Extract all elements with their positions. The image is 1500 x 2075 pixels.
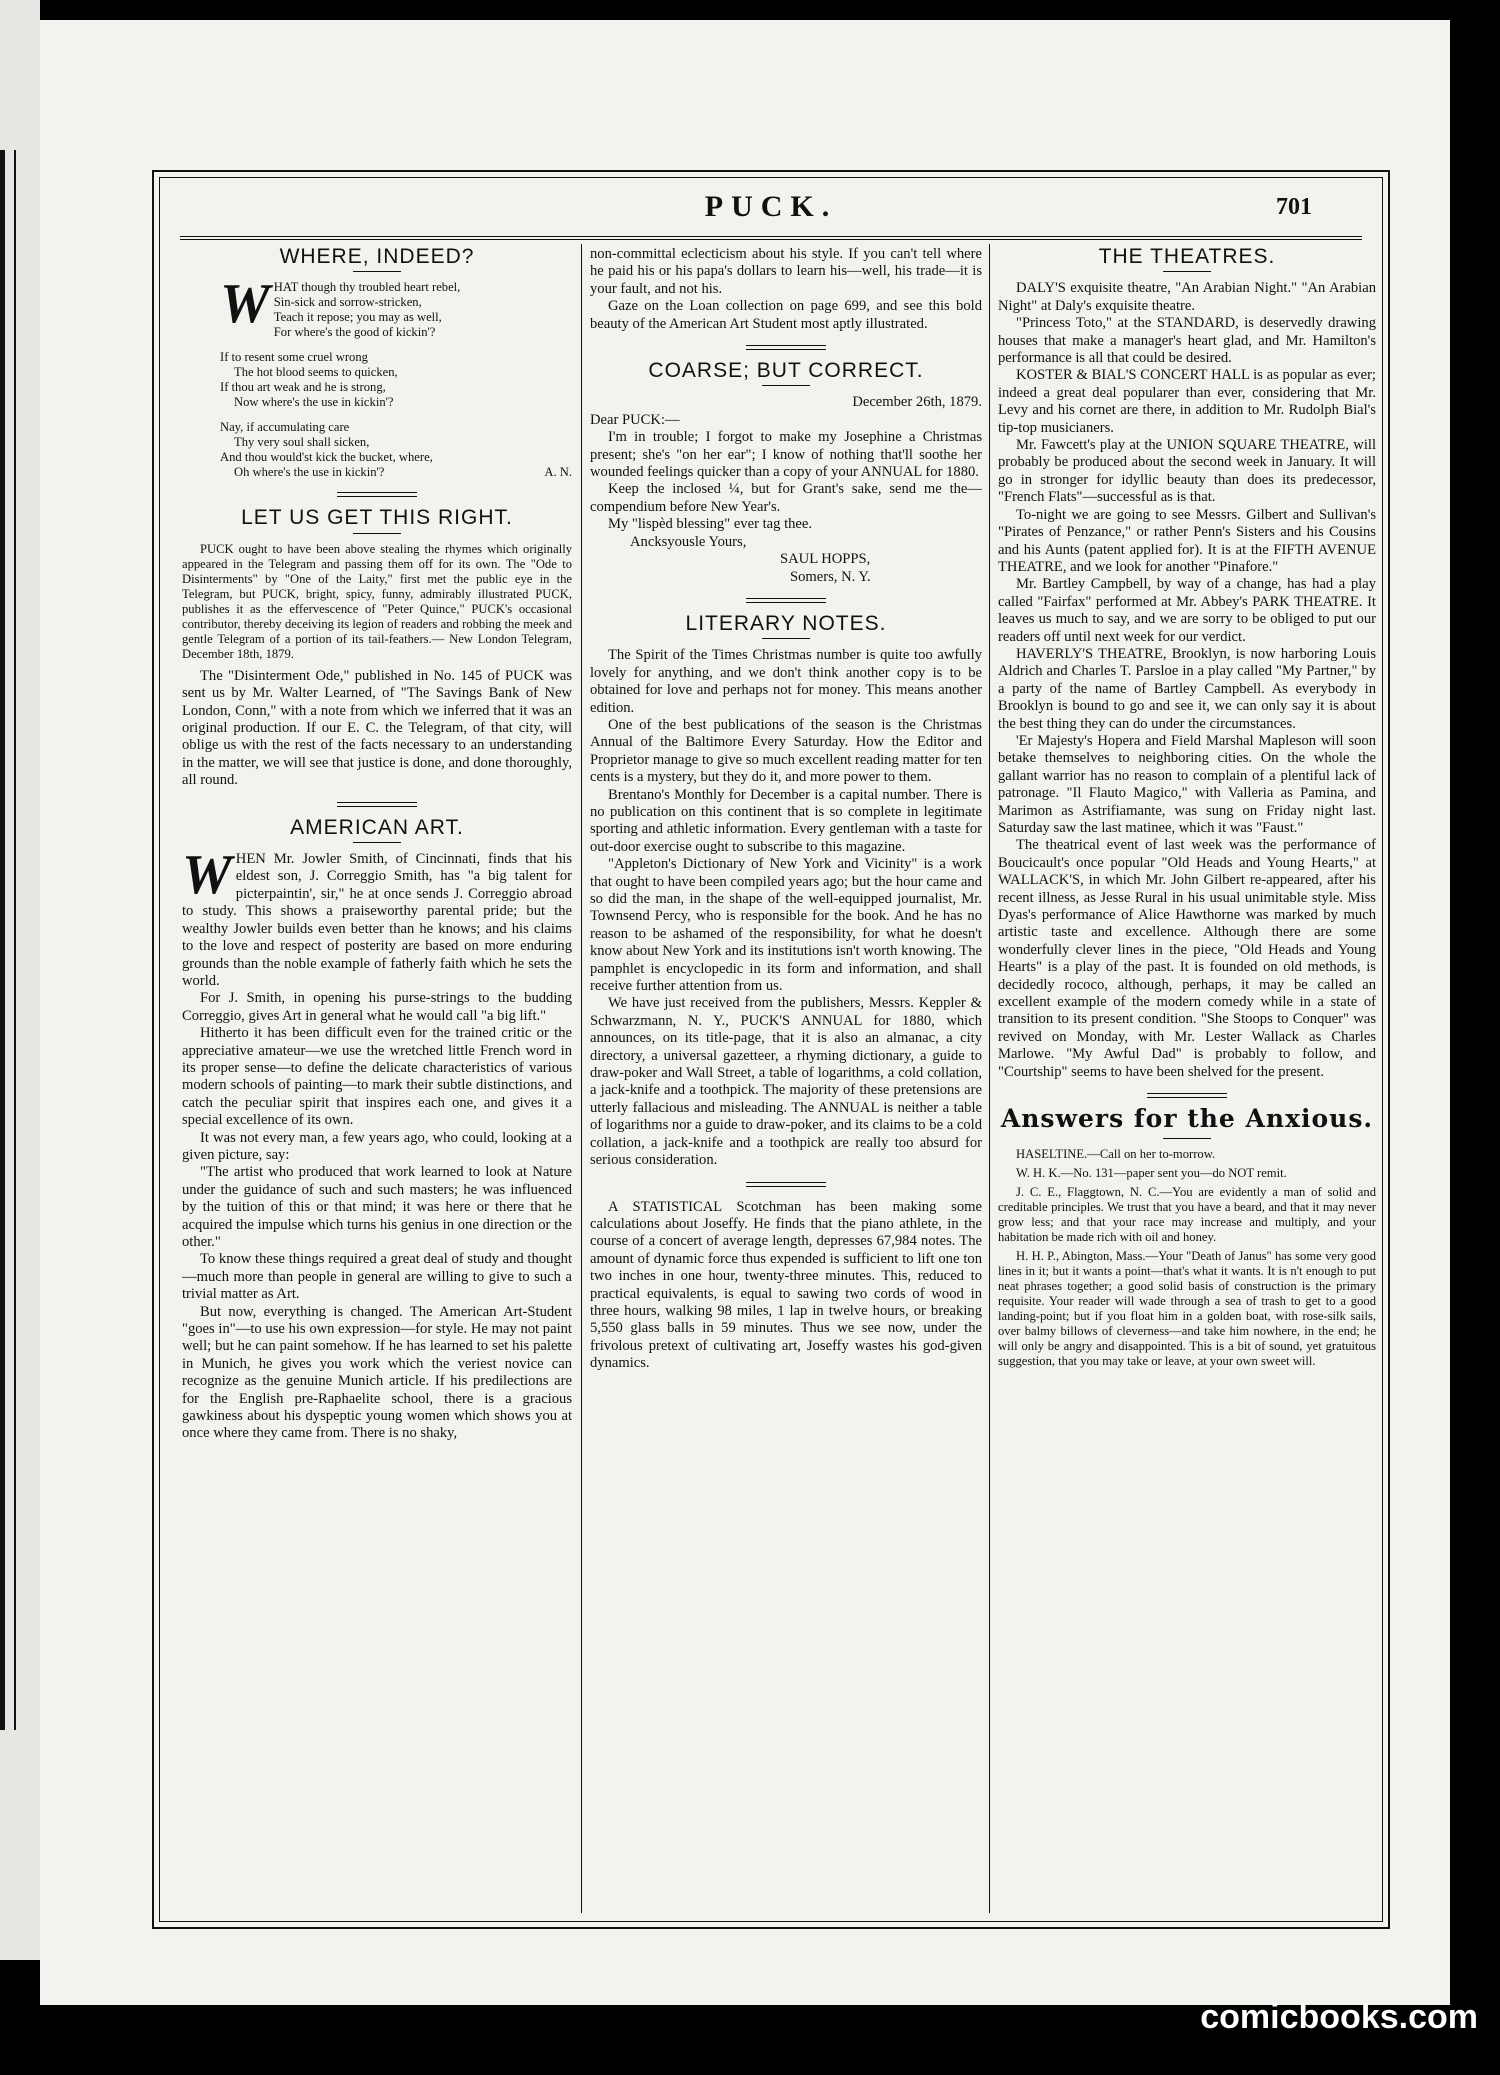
theatres-title: THE THEATRES. [1098,246,1276,268]
poem-line: Sin-sick and sorrow-stricken, [273,295,422,310]
american-art-p6: To know these things required a great deal of study and thought—much more than people in general are willing to give to such a trivial matter as Art. [182,1251,572,1303]
dropcap-w: W [220,273,270,336]
literary-p3: Brentano's Monthly for December is a capital number. There is no publication on this continent that is so complete in legitimate sporting and athletic information. Every gentleman with a taste for out-door exercise ought to subscribe to this magazine. [590,786,982,855]
american-art-p4: It was not every man, a few years ago, who could, looking at a given picture, say: [182,1129,572,1163]
section-rule [746,598,826,603]
title-rule [353,842,401,843]
american-art-p5: "The artist who produced that work learned to look at Nature under the guidance of such and such masters; he was influenced by the tuition of this or that mind; it was here or there that he acquired the impulse which turns his genius in one direction or the other." [182,1164,572,1250]
coarse-title: COARSE; BUT CORRECT. [648,359,924,383]
theatres-p7: HAVERLY'S THEATRE, Brooklyn, is now harboring Louis Aldrich and Charles T. Parsloe in a play called "My Partner," by a party of the name of Bartley Campbell. As everybody in Brooklyn is bound to go and see it, we can only say it is about the best thing they can do under the circumstances. [998,645,1376,732]
masthead [160,178,1382,240]
poem-stanza-1 [220,273,572,340]
page-frame-inner [159,177,1383,1922]
literary-p1: The Spirit of the Times Christmas number is quite too awfully lovely for anything, and we don't think another copy is to be obtained for love and perhaps not for money. This means another edition. [590,647,982,716]
masthead-rule [180,236,1362,237]
answer-1: HASELTINE.—Call on her to-morrow. [1016,1146,1216,1161]
letter-salutation: Dear PUCK:— [590,411,680,428]
theatres-p3: KOSTER & BIAL'S CONCERT HALL is as popular as ever; indeed a great deal popularer than ever, considering that Mr. Levy and his cornet are there, in addition to Mr. Rudolph Bial's tip-top musicianers. [998,367,1376,436]
answer-3: J. C. E., Flaggtown, N. C.—You are evidently a man of solid and creditable principles. We trust that you have a beard, and that it may never grow less; and that your race may increase and multiply, and your habitation be made rich with oil and honey. [998,1184,1376,1244]
column-1 [182,246,572,1911]
theatres-p2: "Princess Toto," at the STANDARD, is deservedly drawing houses that make a manager's heart glad, and Mr. Hamilton's performance is all that could be desired. [998,315,1376,367]
letter-p2: Keep the inclosed ¼, but for Grant's sake, send me the—compendium before New Year's. [590,481,982,515]
literary-title: LITERARY NOTES. [685,611,887,635]
poem-line: Nay, if accumulating care [220,420,350,435]
poem-line: HAT though thy troubled heart rebel, [273,280,461,295]
letter-name: SAUL HOPPS, [780,551,871,568]
american-art-p1-text: HEN Mr. Jowler Smith, of Cincinnati, finds that his eldest son, J. Correggio Smith, has "a big talent for picterpaintin', sir," he at once sends J. Correggio abroad to study. This shows a praiseworthy parental pride; but the wealthy Jowler builds even better than he knows; and his claims to the love and respect of posterity are based on more enduring grounds than the noble example of fatherly faith which he sets the world. [182,851,572,989]
column-3 [998,246,1376,1911]
left-page-border [0,150,5,1730]
poem-line: If thou art weak and he is strong, [220,380,386,395]
section-rule [1147,1093,1227,1098]
poem-line: For where's the good of kickin'? [273,325,436,340]
poem-line: The hot blood seems to quicken, [234,365,398,380]
masthead-title: PUCK. [704,190,838,223]
poem-stanza-3 [220,420,572,480]
theatres-p4: Mr. Fawcett's play at the UNION SQUARE THEATRE, will probably be produced about the second week in January. It will go in stronger for idyllic beauty than does its predecessor, "French Flats"—successful as is that. [998,437,1376,506]
page-frame [152,170,1390,1929]
literary-p4: "Appleton's Dictionary of New York and Vicinity" is a work that ought to have been compiled years ago; but the hour came and so did the man, in the shape of the well-equipped journalist, Mr. Townsend Percy, who is responsible for the book. And he has no reason to be ashamed of the responsibility, for what he doesn't know about New York and its institutions isn't worth knowing. The pamphlet is encyclopedic in its form and information, and shall receive further attention from us. [590,856,982,995]
letter-closing: Ancksyousle Yours, [630,533,747,550]
literary-p2: One of the best publications of the season is the Christmas Annual of the Baltimore Every Saturday. How the Editor and Proprietor manage to give so much excellent reading matter for ten cents is a mystery, but they do it, and more power to them. [590,716,982,786]
watermark: comicbooks.com [1200,1998,1478,2036]
answers-title: Answers for the Anxious. [1000,1104,1374,1134]
letter-date: December 26th, 1879. [852,394,982,411]
title-rule [1163,1138,1211,1139]
column-2 [590,246,982,1911]
column-divider-1 [581,244,582,1913]
poem-signature: A. N. [544,465,572,480]
title-rule [762,638,810,639]
poem-last-line [220,465,572,480]
poem-line: And thou would'st kick the bucket, where, [220,450,433,465]
section-rule [746,1182,826,1187]
american-art-title: AMERICAN ART. [290,815,464,839]
poem-line: If to resent some cruel wrong [220,350,368,365]
theatres-p9: The theatrical event of last week was the performance of Boucicault's once popular "Old Heads and Young Hearts," at WALLACK'S, in which Mr. John Gilbert re-appeared, after his recent illness, as Jesse Rural in his usual unimitable style. Miss Dyas's performance of Alice Hawthorne was marked by much artistic taste and excellence. Although there are some wonderfully clever lines in the piece, "Old Heads and Young Hearts" is a play of the past. It is founded on old methods, is decidedly rococo, although, perhaps, it may be called an excellent example of the modern comedy while in a state of transition to its present condition. "She Stoops to Conquer" was revived on Monday, with Mr. Lester Wallack as Charles Marlowe. "My Awful Dad" is probably to follow, and "Courtship" seems to have been shelved for the present. [998,837,1376,1080]
where-indeed-title: WHERE, INDEED? [279,246,475,268]
letter-p3: My "lispèd blessing" ever tag thee. [608,516,813,533]
letter-place: Somers, N. Y. [790,568,871,585]
dropcap-w: W [182,844,232,907]
poem-stanza-2 [220,350,572,410]
theatres-p8: 'Er Majesty's Hopera and Field Marshal Mapleson will soon betake themselves to neighboring cities. On the whole the gallant warrior has no reason to complain of a plentiful lack of patronage. "Il Flauto Magico," with Valleria as Pamina, and Marimon as Astrifiamante, was sung on Friday night last. Saturday saw the last matinee, which it was "Faust." [998,732,1376,836]
poem-line: Now where's the use in kickin'? [234,395,394,410]
section-rule [337,492,417,497]
american-art-continued: non-committal eclecticism about his style. If you can't tell where he paid his or his papa's dollars to learn his—well, his trade—it is your fault, and not his. [590,246,982,297]
american-art-p1 [182,844,572,990]
american-art-p2: For J. Smith, in opening his purse-strings to the budding Correggio, gives Art in general what he would call "a big lift." [182,990,572,1024]
title-rule [762,385,810,386]
title-rule [353,533,401,534]
theatres-p1: DALY'S exquisite theatre, "An Arabian Night." "An Arabian Night" at Daly's exquisite theatre. [998,280,1376,314]
literary-p5: We have just received from the publishers, Messrs. Keppler & Schwarzmann, N. Y., PUCK'S ANNUAL for 1880, which announces, on its title-page, that it is also an almanac, a city directory, a universal gazetteer, a rhyming dictionary, a guide to draw-poker and Wall Street, a table of logarithms, a cold collation, a jack-knife and a toothpick. The majority of these pretensions are utterly fallacious and misleading. The ANNUAL is neither a table of logarithms nor a guide to draw-poker, and its claims to be a cold collation, a jack-knife and a toothpick are really too absurd for serious consideration. [590,995,982,1169]
left-page-edge [0,0,40,1960]
section-rule [337,802,417,807]
loan-collection-note: Gaze on the Loan collection on page 699, and see this bold beauty of the American Art Student most aptly illustrated. [590,298,982,332]
answer-2: W. H. K.—No. 131—paper sent you—do NOT remit. [1016,1165,1287,1180]
masthead-rule-2 [180,239,1362,240]
let-us-quote: PUCK ought to have been above stealing the rhymes which originally appeared in the Telegram and passing them off for its own. The "Ode to Disinterments" by "One of the Laity," first met the public eye in the Telegram, but PUCK, bright, spicy, funny, admirably illustrated PUCK, publishes it as the effervescence of "Peter Quince," PUCK's occasional contributor, thereby deceiving its legion of readers and robbing the meek and gentle Telegram of a portion of its tail-feathers.— New London Telegram, December 18th, 1879. [182,541,572,661]
newspaper-page [40,20,1450,2005]
american-art-p3: Hitherto it has been difficult even for the trained critic or the appreciative amateur—we use the wretched little French word in its proper sense—to define the delicate characteristics of various modern schools of painting—to mark their subtle distinctions, and catch the peculiar spirit that inspires each one, and gives it a special excellence of its own. [182,1025,572,1129]
theatres-p6: Mr. Bartley Campbell, by way of a change, has had a play called "Fairfax" performed at Mr. Abbey's PARK THEATRE. It leaves us much to say, and we are sorry to be obliged to put our readers off until next week for our verdict. [998,576,1376,645]
section-rule [746,345,826,350]
let-us-body: The "Disinterment Ode," published in No. 145 of PUCK was sent us by Mr. Walter Learned, of "The Savings Bank of New London, Conn," with a note from which we inferred that it was an original production. If our E. C. the Telegram, of that city, will oblige us with the rest of the facts necessary to an understanding in the matter, we will see that justice is done, and done thoroughly, all round. [182,667,572,789]
poem-line: Thy very soul shall sicken, [234,435,370,450]
poem-line: Oh where's the use in kickin'? [234,465,385,480]
let-us-title: LET US GET THIS RIGHT. [241,506,513,530]
letter-p1: I'm in trouble; I forgot to make my Josephine a Christmas present; she's "on her ear"; I know of nothing that'll soothe her wounded feelings quicker than a copy of your ANNUAL for 1880. [590,429,982,481]
poem-line: Teach it repose; you may as well, [273,310,442,325]
left-page-border-inner [14,150,16,1730]
page-number: 701 [1276,194,1312,220]
theatres-p5: To-night we are going to see Messrs. Gilbert and Sullivan's "Pirates of Penzance," or rather Penn's Sisters and his Cousins and his Aunts (patent applied for). It is at the FIFTH AVENUE THEATRE, and we look for another "Pinafore." [998,506,1376,575]
title-rule [1163,271,1211,272]
column-divider-2 [989,244,990,1913]
answer-4: H. H. P., Abington, Mass.—Your "Death of Janus" has some very good lines in it; but it wants a point—that's what it wants. It is n't enough to put neat phrases together; a good solid basis of construction is the primary requisite. Your reader will wade through a sea of trash to get to a good landing-point; but if you float him in a golden boat, with rose-silk sails, over balmy billows of cleverness—and take him nowhere, in the end; he will only be angry and disappointed. This is a bit of sound, yet gratuitous suggestion, that you may take or leave, at your own sweet will. [998,1248,1376,1368]
statistical-note: A STATISTICAL Scotchman has been making some calculations about Joseffy. He finds that the piano athlete, in the course of a concert of average length, depresses 67,984 notes. The amount of dynamic force thus expended is sufficient to lift one ton two inches in one hour, twenty-three minutes. This, reduced to practical equivalents, is equal to sawing two cords of wood in three hours, walking 98 miles, 1 lap in twelve hours, or breaking 5,550 glass balls in 59 minutes. Thus we see now, under the frivolous pretext of cultivating art, Joseffy wastes his god-given dynamics. [590,1198,982,1372]
american-art-p7: But now, everything is changed. The American Art-Student "goes in"—to use his own expression—for style. He may not paint well; but he can paint somehow. If he has learned to set his palette in Munich, he gives you work which the veriest novice can recognize as the genuine Munich article. If his predilections are for the English pre-Raphaelite school, there is a gracious gawkiness about his dyspeptic young women which shows you at once where they came from. There is no shaky, [182,1303,572,1442]
title-rule [353,271,401,272]
